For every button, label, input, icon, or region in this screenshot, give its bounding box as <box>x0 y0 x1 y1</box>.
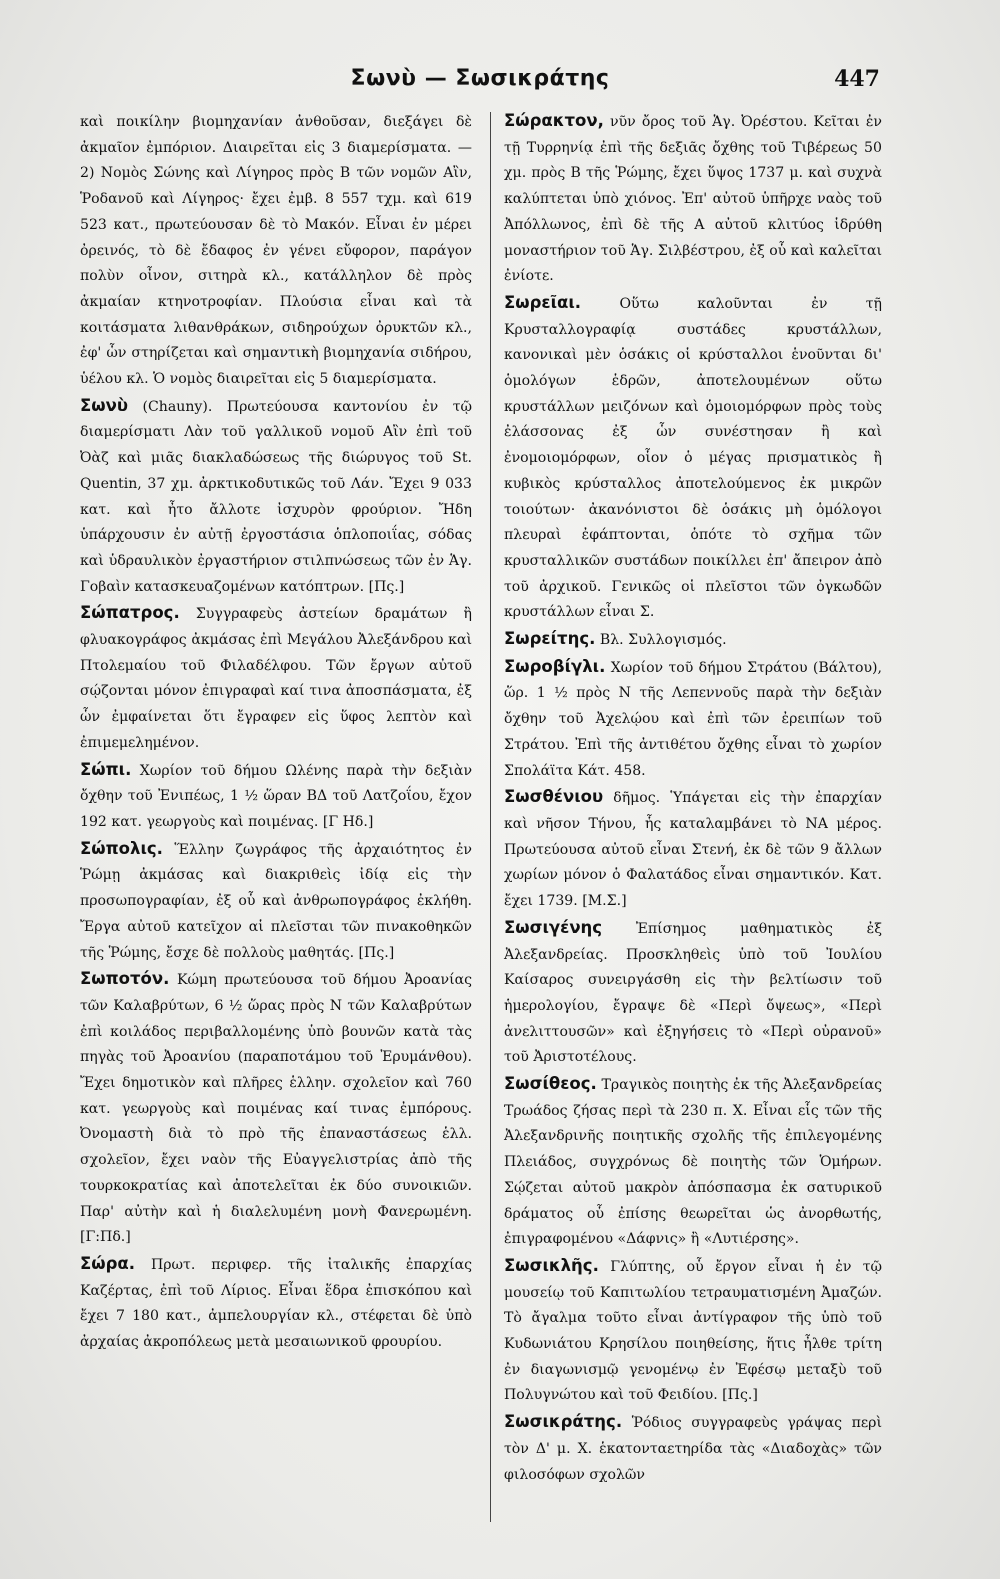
entry-headword: Σωνὺ <box>80 395 128 415</box>
entry-headword: Σωροβίγλι. <box>504 656 606 676</box>
entry-text: Τραγικὸς ποιητὴς ἐκ τῆς Ἀλεξανδρείας Τρωάδος ζήσας περὶ τὰ 230 π. Χ. Εἶναι εἷς τῶν τῆς Ἀλεξανδρινῆς ποιητικῆς σχολῆς τῆς ἐπιλεγομένης Πλειάδος, συγχρόνως δὲ ποιητὴς τῶν Ὁμήρων. Σῴζεται αὐτοῦ μακρὸν ἀπόσπασμα ἐκ σατυρικοῦ δράματος οὗ ἐπίσης θεωρεῖται ὡς ἀνορθωτής, ἐπιγραφομένου «Δάφνις» ἢ «Λυτιέρσης». <box>504 1077 883 1248</box>
entry <box>504 915 882 1071</box>
entry <box>504 654 882 785</box>
entry-text: (Chauny). Πρωτεύουσα καντονίου ἐν τῷ διαμερίσματι Λὰν τοῦ γαλλικοῦ νομοῦ Αἲν ἐπὶ τοῦ Ὀὰζ καὶ μιᾶς διακλαδώσεως τῆς διώρυγος τοῦ St. Quentin, 37 χμ. ἀρκτικοδυτικῶς τοῦ Λάν. Ἔχει 9 033 κατ. καὶ ἦτο ἄλλοτε ἰσχυρὸν φρούριον. Ἤδη ὑπάρχουσιν ἐν αὐτῇ ἐργοστάσια ὁπλοποιΐας, σόδας καὶ ὑδραυλικὸν ἐργαστήριον στιλπνώσεως τῶν ἐν Ἁγ. Γοβαὶν κατασκευαζομένων κατόπτρων. [Πς.] <box>80 398 472 595</box>
entry-text: Χωρίον τοῦ δήμου Ωλένης παρὰ τὴν δεξιὰν ὄχθην τοῦ Ἐνιπέως, 1 ½ ὥραν ΒΔ τοῦ Λατζοΐου, ἔχον 192 κατ. γεωργοὺς καὶ ποιμένας. [Γ Ηδ.] <box>80 762 473 830</box>
entry-text: Οὕτω καλοῦνται ἐν τῇ Κρυσταλλογραφίᾳ συστάδες κρυστάλλων, κανονικαὶ μὲν ὁσάκις οἱ κρύσταλλοι ἑνοῦνται δι' ὁμολόγων ἑδρῶν, ἀποτελουμένων οὕτω κρυστάλλων μειζόνων καὶ ὁμοιομόρφων πρὸς τοὺς ἐλάσσονας ἐξ ὧν συνέστησαν ἢ καὶ ἐνομοιομόρφων, οἷον ὁ μέγας πρισματικὸς ἢ κυβικὸς κρύσταλλος ἀποτελούμενος ἐκ μικρῶν τοιούτων· ἀκανόνιστοι δὲ ὁσάκις μὴ ὁμόλογοι πλευραὶ ἐφάπτονται, ὁπότε τὸ σχῆμα τῶν κρυσταλλικῶν συστάδων ποικίλλει ἐπ' ἄπειρον ἀπὸ τοῦ ἀρχικοῦ. Γενικῶς οἱ πλεῖστοι τῶν ὀγκωδῶν κρυστάλλων εἶναι Σ. <box>504 295 882 621</box>
entry-headword: Σωσθένιου <box>504 787 604 807</box>
entry <box>504 626 882 654</box>
entry-text: καὶ ποικίλην βιομηχανίαν ἀνθοῦσαν, διεξάγει δὲ ἀκμαῖον ἐμπόριον. Διαιρεῖται εἰς 3 διαμερίσματα. — 2) Νομὸς Σώνης καὶ Λίγηρος πρὸς Β τῶν νομῶν Αἲν, Ῥοδανοῦ καὶ Λίγηρος· ἔχει ἐμβ. 8 557 τχμ. καὶ 619 523 κατ., πρωτεύουσαν δὲ τὸ Μακόν. Εἶναι ἐν μέρει ὀρεινός, τὸ δὲ ἔδαφος ἐν γένει εὔφορον, παράγον πολὺν οἶνον, σιτηρὰ κλ., κατάλληλον δὲ πρὸς ἀκμαίαν κτηνοτροφίαν. Πλούσια εἶναι καὶ τὰ κοιτάσματα λιθανθράκων, σιδηρούχων ὀρυκτῶν κλ., ἐφ' ὧν στηρίζεται καὶ σημαντικὴ βιομηχανία σιδήρου, ὑέλου κλ. Ὁ νομὸς διαιρεῖται εἰς 5 διαμερίσματα. <box>80 114 472 388</box>
entry <box>80 836 472 967</box>
entry-text: Ἕλλην ζωγράφος τῆς ἀρχαιότητος ἐν Ῥώμῃ ἀκμάσας καὶ διακριθεὶς ἰδίᾳ εἰς τὴν προσωπογραφίαν, ἐξ οὗ καὶ ἀνθρωπογράφος ἐκλήθη. Ἔργα αὐτοῦ κατεῖχον αἱ πλεῖσται τῶν πινακοθηκῶν τῆς Ῥώμης, ἔσχε δὲ πολλοὺς μαθητάς. [Πς.] <box>80 841 472 961</box>
entry-text: Ἐπίσημος μαθηματικὸς ἐξ Ἀλεξανδρείας. Προσκληθεὶς ὑπὸ τοῦ Ἰουλίου Καίσαρος συνειργάσθη εἰς τὴν βελτίωσιν τοῦ ἡμερολογίου, ἔγραψε δὲ «Περὶ ὄψεως», «Περὶ ἀνελιττουσῶν» καὶ ἐξηγήσεις τὸ «Περὶ οὐρανοῦ» τοῦ Ἀριστοτέλους. <box>504 920 882 1066</box>
entry <box>80 966 472 1251</box>
entry-headword: Σωσιγένης <box>504 917 603 937</box>
column-divider <box>490 112 491 1522</box>
entry-headword: Σώρα. <box>80 1253 136 1273</box>
entry-text: Κώμη πρωτεύουσα τοῦ δήμου Ἀροανίας τῶν Καλαβρύτων, 6 ½ ὥρας πρὸς Ν τῶν Καλαβρύτων ἐπὶ κοιλάδος περιβαλλομένης ὑπὸ βουνῶν κατὰ τὰς πηγὰς τοῦ Ἀροανίου (παραποτάμου τοῦ Ἐρυμάνθου). Ἔχει δημοτικὸν καὶ πλῆρες ἑλλην. σχολεῖον καὶ 760 κατ. γεωργοὺς καὶ ποιμένας καί τινας ἐμπόρους. Ὀνομαστὴ διὰ τὸ πρὸ τῆς ἐπαναστάσεως ἑλλ. σχολεῖον, ἔχει ναὸν τῆς Εὐαγγελιστρίας ἀπὸ τῆς τουρκοκρατίας καὶ ἀποτελεῖται ἐκ δύο συνοικιῶν. Παρ' αὐτὴν καὶ ἡ διαλελυμένη μονὴ Φανερωμένη. [Γ:Πδ.] <box>80 972 473 1246</box>
entry-text: Συγγραφεὺς ἀστείων δραμάτων ἢ φλυακογράφος ἀκμάσας ἐπὶ Μεγάλου Ἀλεξάνδρου καὶ Πτολεμαίου τοῦ Φιλαδέλφου. Τῶν ἔργων αὐτοῦ σῴζονται μόνον ἐπιγραφαὶ καί τινα ἀποσπάσματα, ἐξ ὧν ἐμφαίνεται ὅτι ἔγραφεν εἰς ὕφος λεπτὸν καὶ ἐπιμεμελημένον. <box>80 606 472 751</box>
entry <box>80 393 472 601</box>
entry <box>504 1409 882 1488</box>
entry <box>504 108 882 290</box>
entry-headword: Σωσίθεος. <box>504 1074 597 1094</box>
entry <box>80 757 472 836</box>
entry <box>504 290 882 626</box>
entry-text: Πρωτ. περιφερ. τῆς ἰταλικῆς ἐπαρχίας Καζέρτας, ἐπὶ τοῦ Λίριος. Εἶναι ἕδρα ἐπισκόπου καὶ ἔχει 7 180 κατ., ἀμπελουργίαν κλ., στέφεται δὲ ὑπὸ ἀρχαίας ἀκροπόλεως μετὰ μεσαιωνικοῦ φρουρίου. <box>80 1256 473 1351</box>
entry-headword: Σώπολις. <box>80 838 163 858</box>
entry <box>504 1071 882 1253</box>
page-header <box>80 66 880 100</box>
page-number: 447 <box>834 66 880 92</box>
entry-headword: Σωσικλῆς. <box>504 1255 599 1275</box>
entry-headword: Σώρακτον, <box>504 111 604 130</box>
entry-text: Γλύπτης, οὗ ἔργον εἶναι ἡ ἐν τῷ μουσείῳ τοῦ Καπιτωλίου τετραυματισμένη Ἀμαζών. Τὸ ἄγαλμα τοῦτο εἶναι ἀντίγραφον τῆς ὑπὸ τοῦ Κυδωνιάτου Κρησίλου ποιηθείσης, ἥτις ἦλθε τρίτη ἐν διαγωνισμῷ γενομένῳ ἐν Ἐφέσῳ μεταξὺ τοῦ Πολυγνώτου καὶ τοῦ Φειδίου. [Πς.] <box>504 1258 883 1404</box>
right-column <box>504 108 882 1488</box>
entry-headword: Σωσικράτης. <box>504 1412 623 1432</box>
running-title: Σωνὺ — Σωσικράτης <box>350 66 610 91</box>
entry <box>80 600 472 756</box>
entry-text: Βλ. Συλλογισμός. <box>599 632 727 649</box>
entry <box>504 1253 882 1409</box>
entry-headword: Σωποτόν. <box>80 969 170 989</box>
entry <box>504 784 882 915</box>
left-column <box>80 108 472 1356</box>
entry-text: δῆμος. Ὑπάγεται εἰς τὴν ἐπαρχίαν καὶ νῆσον Τήνου, ἧς καταλαμβάνει τὸ ΝΑ μέρος. Πρωτεύουσα αὐτοῦ εἶναι Στενή, ἐκ δὲ τῶν 9 ἄλλων χωρίων μόνον ὁ Φαλατάδος εἶναι σημαντικόν. Κατ. ἔχει 1739. [Μ.Σ.] <box>504 790 883 910</box>
entry <box>80 1251 472 1356</box>
entry-headword: Σώπι. <box>80 759 132 779</box>
entry-headword: Σωρεῖαι. <box>504 292 582 312</box>
entry-headword: Σωρείτης. <box>504 629 596 649</box>
entry-headword: Σώπατρος. <box>80 603 180 623</box>
entry-text: Χωρίον τοῦ δήμου Στράτου (Βάλτου), ὥρ. 1 ½ πρὸς Ν τῆς Λεπεννοῦς παρὰ τὴν δεξιὰν ὄχθην τοῦ Ἀχελῴου καὶ ἐπὶ τῶν ἐρειπίων τοῦ Στράτου. Ἐπὶ τῆς ἀντιθέτου ὄχθης εἶναι τὸ χωρίον Σπολάϊτα Κάτ. 458. <box>504 659 882 779</box>
entry-text: Ῥόδιος συγγραφεὺς γράψας περὶ τὸν Δ' μ. Χ. ἑκατονταετηρίδα τὰς «Διαδοχὰς» τῶν φιλοσόφων σχολῶν <box>504 1415 882 1483</box>
entry <box>80 108 472 393</box>
entry-text: νῦν ὄρος τοῦ Ἁγ. Ὀρέστου. Κεῖται ἐν τῇ Τυρρηνίᾳ ἐπὶ τῆς δεξιᾶς ὄχθης τοῦ Τιβέρεως 50 χμ. πρὸς Β τῆς Ῥώμης, ἔχει ὕψος 1737 μ. καὶ συχνὰ καλύπτεται ὑπὸ χιόνος. Ἐπ' αὐτοῦ ὑπῆρχε ναὸς τοῦ Ἀπόλλωνος, ἐπὶ δὲ τῆς Α αὐτοῦ κλιτύος ἱδρύθη μοναστήριον τοῦ Ἁγ. Σιλβέστρου, ἐξ οὗ καὶ καλεῖται ἐνίοτε. <box>504 114 883 285</box>
